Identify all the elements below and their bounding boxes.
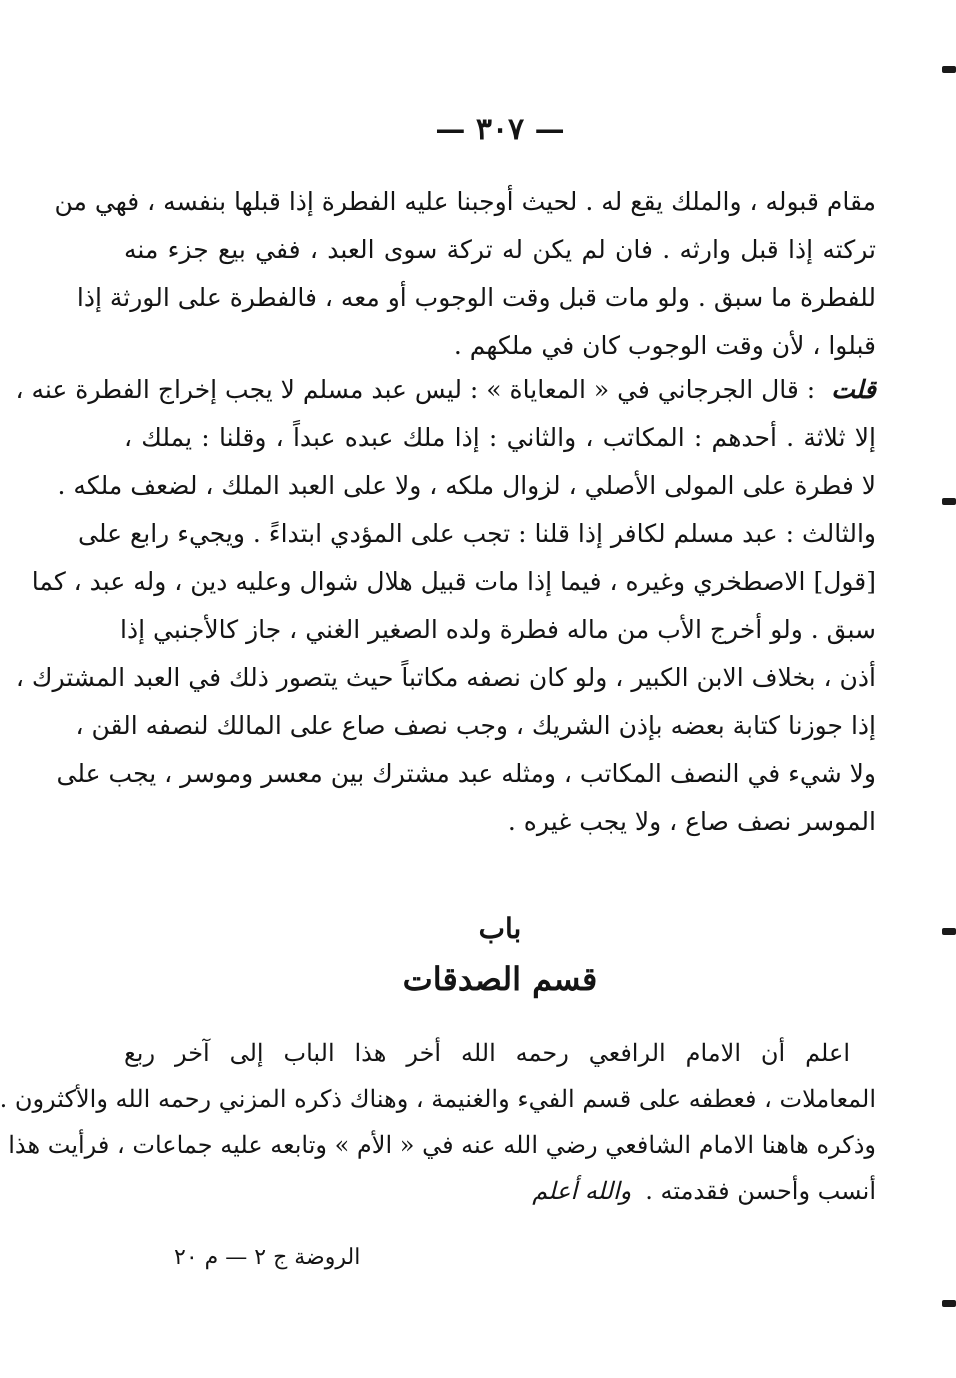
text-line: مقام قبوله ، والملك يقع له . لحيث أوجبنا عليه الفطرة إذا قبلها بنفسه ، فهي من	[54, 187, 876, 216]
text-line	[124, 1168, 876, 1214]
section-title: قسم الصدقات	[402, 960, 598, 998]
text-line: إلا ثلاثة . أحدهم : المكاتب ، والثاني : إذا ملك عبده عبداً ، وقلنا : يملك ،	[124, 423, 876, 452]
text-line: وذكره هاهنا الامام الشافعي رضي الله عنه في « الأم » وتابعه عليه جماعات ، فرأيت هذا	[8, 1131, 876, 1159]
text-line: إذا جوزنا كتابة بعضه بإذن الشريك ، وجب نصف صاع على المالك لنصفه القن ،	[75, 711, 876, 740]
text-line: للفطرة ما سبق . ولو مات قبل وقت الوجوب أو معه ، فالفطرة على الورثة إذا	[76, 283, 876, 312]
final-sentence: أنسب وأحسن فقدمته .	[645, 1177, 876, 1205]
paragraph-qult	[15, 366, 876, 846]
paragraph-continuation	[54, 178, 876, 370]
paragraph-intro	[0, 1030, 876, 1214]
text-line: لا فطرة على المولى الأصلي ، لزوال ملكه ، ولا على العبد الملك ، لضعف ملكه .	[57, 471, 876, 500]
qult-text: : قال الجرجاني في « المعاياة » : ليس عبد مسلم لا يجب إخراج الفطرة عنه ،	[15, 375, 816, 404]
text-line: اعلم أن الامام الرافعي رحمه الله أخر هذا الباب إلى آخر ربع	[124, 1039, 850, 1067]
text-line: ولا شيء في النصف المكاتب ، ومثله عبد مشترك بين معسر وموسر ، يجب على	[56, 759, 876, 788]
text-line: تركته إذا قبل وارثه . فان لم يكن له تركة سوى العبد ، ففي بيع جزء منه	[124, 235, 876, 264]
binding-mark	[942, 1300, 956, 1307]
text-line: والثالث : عبد مسلم لكافر إذا قلنا : تجب على المؤدي ابتداءً . ويجيء رابع على	[78, 519, 876, 548]
page-number: — ٣٠٧ —	[435, 112, 565, 147]
text-line: المعاملات ، فعطفه على قسم الفيء والغنيمة ، وهناك ذكره المزني رحمه الله والأكثرون .	[0, 1085, 876, 1113]
text-line: الموسر نصف صاع ، ولا يجب غيره .	[507, 807, 876, 836]
text-line: قبلوا ، لأن وقت الوجوب كان في ملكهم .	[453, 331, 876, 360]
text-line	[15, 366, 876, 414]
binding-mark	[942, 498, 956, 505]
binding-mark	[942, 66, 956, 73]
closing-phrase: والله أعلم	[532, 1177, 632, 1205]
section-label: باب	[478, 912, 522, 945]
qult-label: قلت	[831, 375, 876, 404]
text-line: [قول] الاصطخري وغيره ، فيما إذا مات قبيل هلال شوال وعليه دين ، وله عبد ، كما	[31, 567, 876, 596]
text-line: أذن ، بخلاف الابن الكبير ، ولو كان نصفه مكاتباً حيث يتصور ذلك في العبد المشترك ،	[15, 663, 876, 692]
text-line: سبق . ولو أخرج الأب من ماله فطرة ولده الصغير الغني ، جاز كالأجنبي إذا	[120, 615, 876, 644]
footer-signature: الروضة ج ٢ — م ٢٠	[174, 1245, 361, 1270]
